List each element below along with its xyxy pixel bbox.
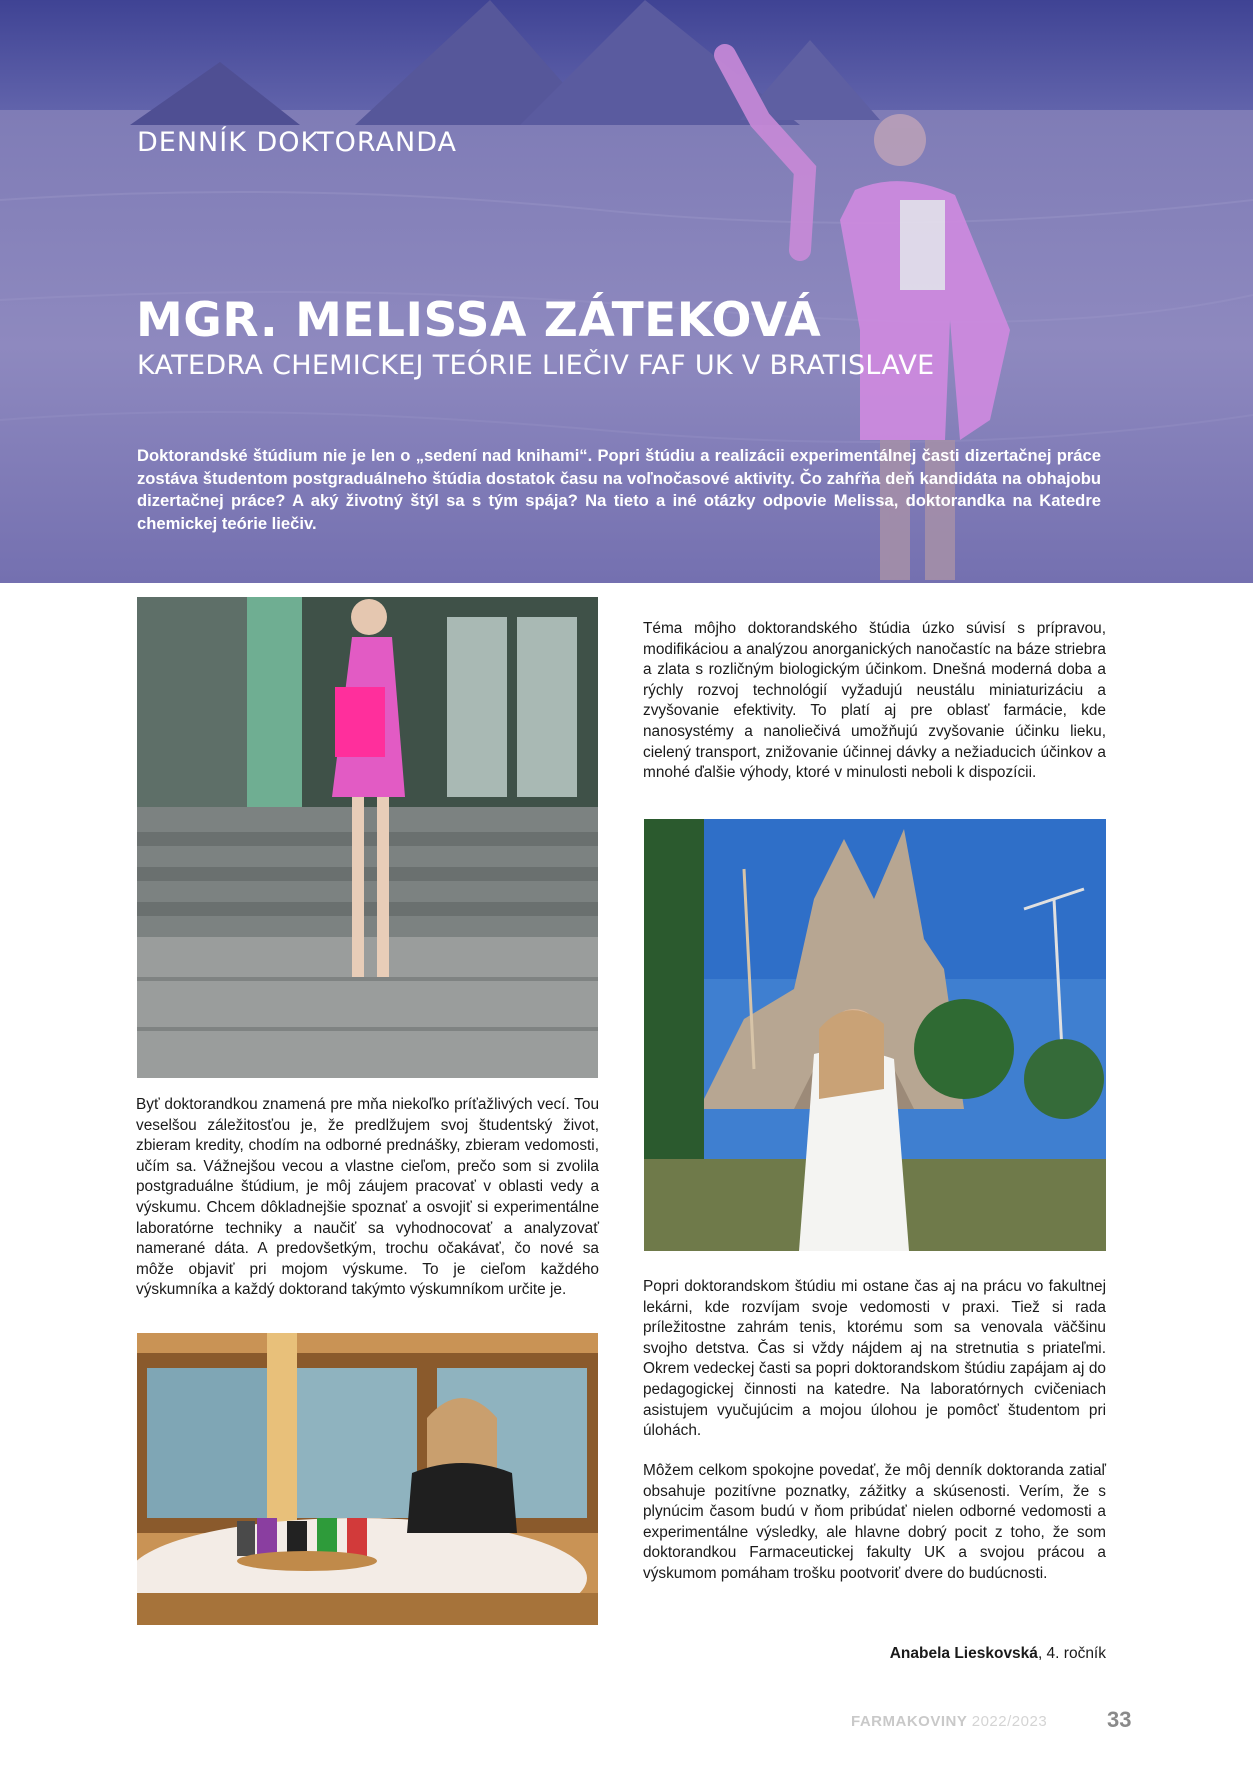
magazine-name: FARMAKOVINY	[851, 1713, 968, 1730]
author-name: Anabela Lieskovská	[889, 1645, 1038, 1662]
author-suffix: , 4. ročník	[1037, 1645, 1106, 1662]
lead-paragraph: Doktorandské štúdium nie je len o „sedení nad knihami“. Popri štúdiu a realizácii experimentálnej časti dizertačnej práce zostáva študentom postgraduálneho štúdia dostatok času na voľnočasové aktivity. Čo zahŕňa deň kandidáta na obhajobu dizertačnej práce? A aký životný štýl sa s tým spája? Na tieto a iné otázky odpovie Melissa, doktorandka na Katedre chemickej teórie liečiv.	[137, 446, 1101, 533]
article-paragraph-3: Popri doktorandskom štúdiu mi ostane čas aj na prácu vo fakultnej lekárni, kde rozvíjam svoje vedomosti v praxi. Tiež si rada príležitostne zahrám tenis, ktorému som sa venovala väčšinu svojho detstva. Čas si vždy nájdem aj na stretnutia s priateľmi. Okrem vedeckej časti sa popri doktorandskom štúdiu zapájam aj do pedagogickej činnosti na katedre. Na laboratórnych cvičeniach asistujem vyučujúcim a mojou úlohou je pomôcť študentom pri úlohách.	[643, 1278, 1106, 1440]
section-label: DENNÍK DOKTORANDA	[137, 127, 458, 158]
page-number: 33	[1107, 1707, 1132, 1732]
page-title: MGR. MELISSA ZÁTEKOVÁ	[136, 293, 822, 348]
footer-magazine	[851, 1713, 1047, 1730]
photo-thesis-steps	[137, 597, 598, 1078]
article-paragraph-2: Byť doktorandkou znamená pre mňa niekoľko príťažlivých vecí. Tou veselšou záležitosťou je, že predlžujem svoj študentský život, zbieram kredity, chodím na odborné prednášky, zbieram vedomosti, učím sa. Vážnejšou vecou a vlastne cieľom, prečo som si zvolila postgraduálne štúdium, je môj záujem pracovať v oblasti vedy a výskumu. Chcem dôkladnejšie spoznať a osvojiť si experimentálne laboratórne techniky a naučiť sa vyhodnocovať a analyzovať namerané dáta. A predovšetkým, trochu očakávať, čo nové sa môže objaviť pri mojom výskume. To je cieľom každého výskumníka a každý doktorand takýmto výskumníkom určite je.	[136, 1096, 599, 1299]
photo-pharmacy-table	[137, 1333, 598, 1625]
author-credit	[890, 1645, 1106, 1663]
magazine-year: 2022/2023	[971, 1713, 1048, 1730]
article-paragraph-1: Téma môjho doktorandského štúdia úzko súvisí s prípravou, modifikáciou a analýzou anorganických nanočastíc na báze striebra a zlata s rozličným biologickým účinkom. Dnešná moderná doba a rýchly rozvoj technológií vyžadujú neustálu miniaturizáciu a zvyšovanie efektivity. To platí aj pre oblasť farmácie, kde nanosystémy a nanoliečivá umožňujú zvyšovanie účinku lieku, cielený transport, znižovanie účinnej dávky a nežiaducich účinkov a mnohé ďalšie výhody, ktoré v minulosti neboli k dispozícii.	[643, 620, 1106, 782]
photo-sagrada-familia	[644, 819, 1106, 1251]
article-paragraph-4: Môžem celkom spokojne povedať, že môj denník doktoranda zatiaľ obsahuje pozitívne poznatky, zážitky a skúsenosti. Verím, že s plynúcim časom budú v ňom pribúdať nielen odborné vedomosti a experimentálne výsledky, ale hlavne dobrý pocit z toho, že som doktorandkou Farmaceutickej fakulty UK a svojou prácou a výskumom pomáham trošku pootvoriť dvere do budúcnosti.	[643, 1462, 1106, 1582]
department-subtitle: KATEDRA CHEMICKEJ TEÓRIE LIEČIV FAF UK V BRATISLAVE	[137, 350, 935, 381]
hero-banner	[0, 0, 1253, 583]
